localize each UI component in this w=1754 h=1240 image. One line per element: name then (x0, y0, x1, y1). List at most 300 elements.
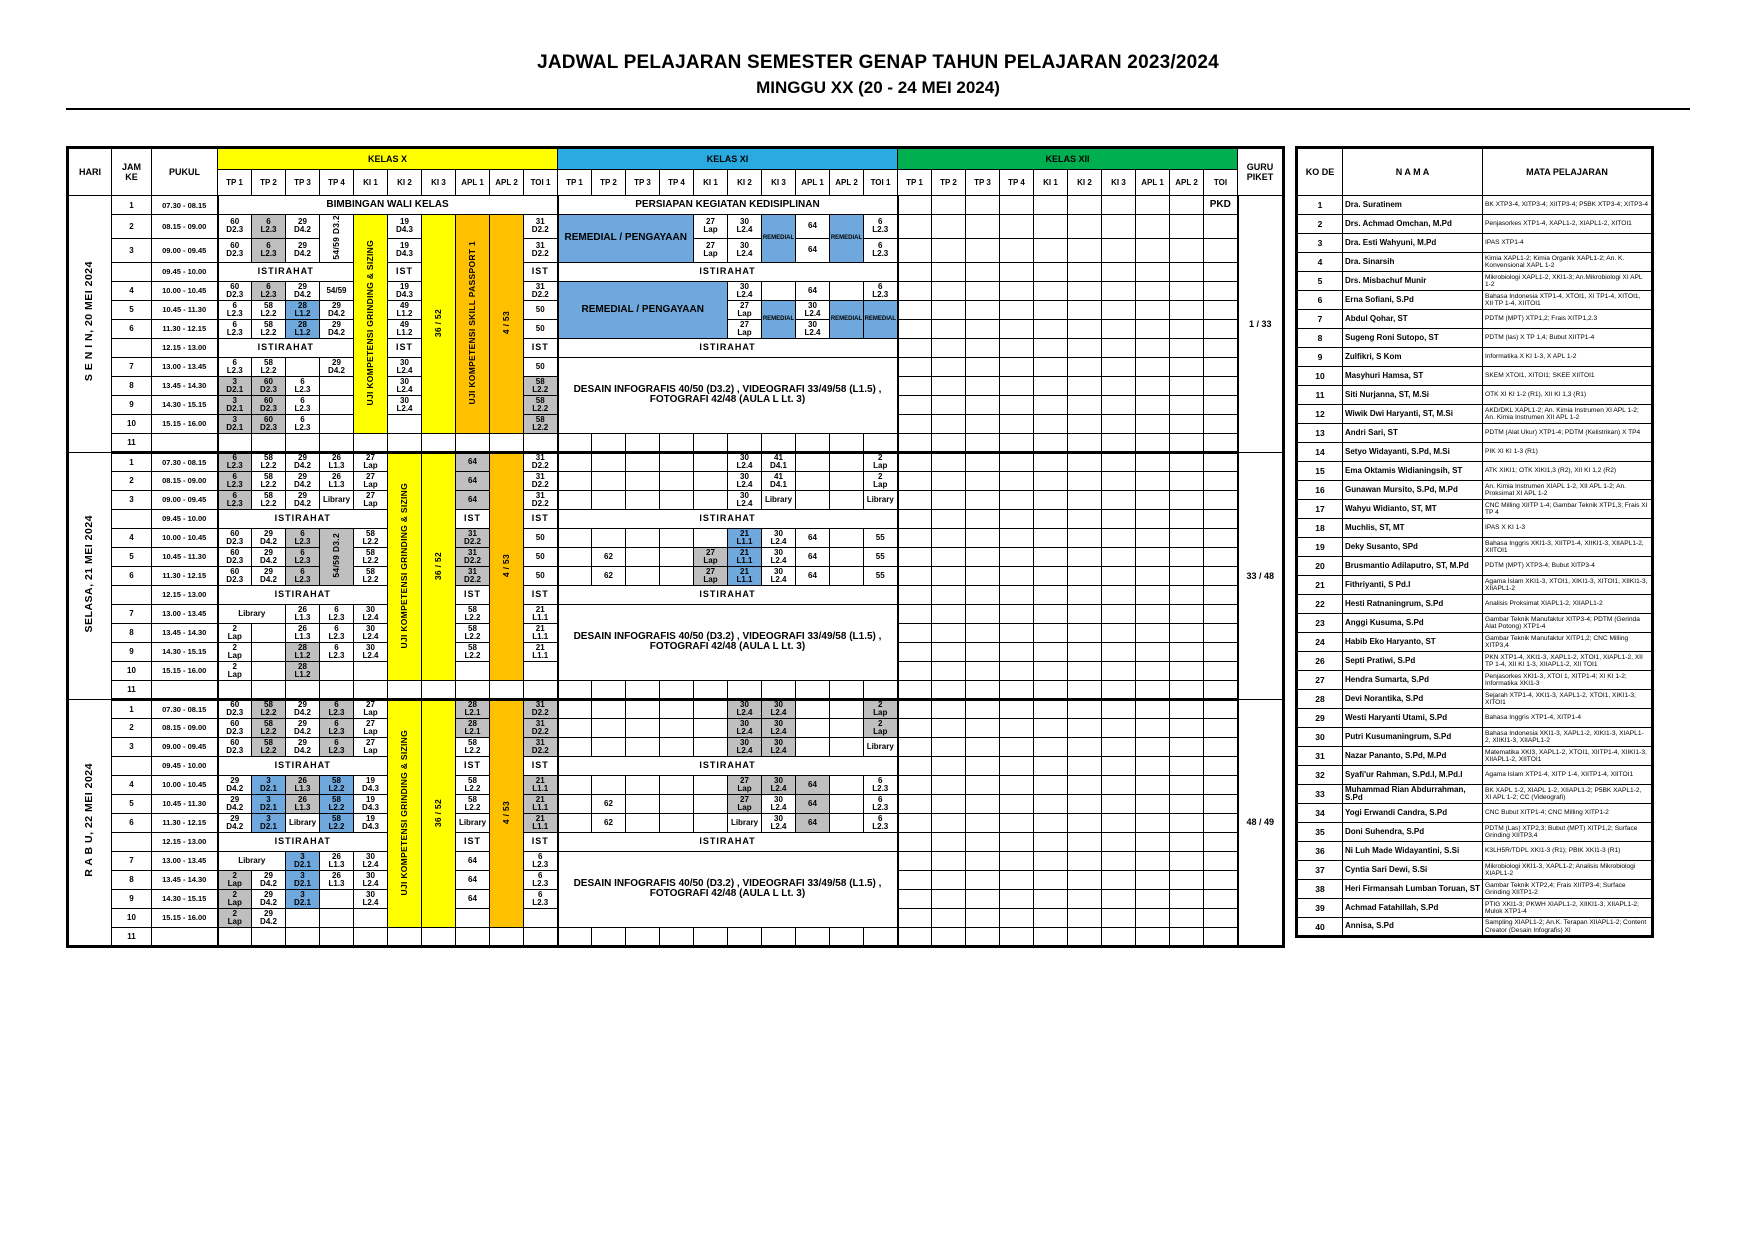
schedule-cell (1102, 889, 1136, 908)
schedule-cell: 2 Lap (864, 471, 898, 490)
schedule-cell (1136, 756, 1170, 775)
schedule-cell (354, 680, 388, 699)
schedule-cell (1204, 357, 1238, 376)
schedule-cell (1000, 414, 1034, 433)
day-name (68, 699, 112, 946)
schedule-cell: 58 L2.2 (456, 642, 490, 661)
schedule-cell (1034, 262, 1068, 281)
schedule-cell: 29 D4.2 (252, 908, 286, 927)
pukul-cell: 10.00 - 10.45 (152, 775, 218, 794)
schedule-cell (932, 238, 966, 262)
schedule-cell (388, 680, 422, 699)
schedule-cell: 6 L2.3 (252, 281, 286, 300)
schedule-cell (898, 775, 932, 794)
teacher-subjects: PDTM (MPT) XTP3-4; Bubut XITP3-4 (1483, 557, 1653, 576)
schedule-cell (830, 927, 864, 946)
schedule-cell (1034, 889, 1068, 908)
schedule-cell (1068, 452, 1102, 471)
schedule-cell (966, 680, 1000, 699)
header-col: TOI 1 (864, 170, 898, 196)
schedule-cell: Library (456, 813, 490, 832)
schedule-cell: 64 (796, 215, 830, 239)
schedule-cell (422, 680, 456, 699)
teacher-name: Putri Kusumaningrum, S.Pd (1343, 728, 1483, 747)
header-col: APL 2 (1170, 170, 1204, 196)
schedule-cell: 64 (456, 471, 490, 490)
teacher-name: Drs. Achmad Omchan, M.Pd (1343, 215, 1483, 234)
schedule-cell (1034, 661, 1068, 680)
teacher-code: 24 (1297, 633, 1343, 652)
schedule-cell (796, 718, 830, 737)
header-col: KI 2 (728, 170, 762, 196)
teacher-name: Dra. Esti Wahyuni, M.Pd (1343, 234, 1483, 253)
schedule-cell: 60 D2.3 (218, 528, 252, 547)
schedule-cell (558, 718, 592, 737)
schedule-cell: 27 Lap (354, 737, 388, 756)
schedule-cell (898, 699, 932, 718)
schedule-cell (1102, 452, 1136, 471)
schedule-cell (354, 433, 388, 452)
header-col: TP 4 (1000, 170, 1034, 196)
schedule-cell (1102, 395, 1136, 414)
schedule-cell (966, 300, 1000, 319)
pukul-cell: 08.15 - 09.00 (152, 718, 218, 737)
schedule-cell (1170, 471, 1204, 490)
schedule-cell (1000, 338, 1034, 357)
schedule-cell: 21 L1.1 (524, 794, 558, 813)
schedule-cell: REMEDIAL (762, 300, 796, 338)
schedule-cell: 58 L2.2 (252, 471, 286, 490)
schedule-cell: 30 L2.4 (728, 471, 762, 490)
teacher-subjects: Kimia XAPL1-2; Kimia Organik XAPL1-2; An. K. Konvensional XAPL 1-2 (1483, 253, 1653, 272)
jam-ke-cell: 9 (112, 395, 152, 414)
schedule-cell (1034, 300, 1068, 319)
schedule-cell (558, 490, 592, 509)
schedule-cell (932, 509, 966, 528)
schedule-cell: 6 L2.3 (864, 215, 898, 239)
schedule-cell (1204, 281, 1238, 300)
schedule-cell: 3 D2.1 (286, 870, 320, 889)
schedule-cell (762, 433, 796, 452)
schedule-cell (1170, 196, 1204, 215)
schedule-cell (1136, 623, 1170, 642)
teacher-name: Wahyu Widianto, ST, MT (1343, 500, 1483, 519)
schedule-cell (1000, 623, 1034, 642)
header-col: TP 4 (660, 170, 694, 196)
schedule-cell (966, 319, 1000, 338)
teacher-subjects: Sejarah XTP1-4, XKI1-3, XAPL1-2, XTOI1, XIKI1-3, XITOI1 (1483, 690, 1653, 709)
schedule-cell: 6 L2.3 (218, 319, 252, 338)
schedule-cell (932, 756, 966, 775)
schedule-cell (898, 376, 932, 395)
schedule-cell: 60 D2.3 (218, 281, 252, 300)
schedule-cell (1000, 319, 1034, 338)
schedule-cell: 6 L2.3 (524, 889, 558, 908)
schedule-cell (354, 215, 388, 434)
schedule-cell (1034, 376, 1068, 395)
schedule-cell (626, 775, 660, 794)
schedule-cell (1068, 357, 1102, 376)
schedule-cell (932, 452, 966, 471)
schedule-cell (966, 699, 1000, 718)
schedule-cell (558, 794, 592, 813)
schedule-cell (932, 870, 966, 889)
pukul-cell: 10.00 - 10.45 (152, 281, 218, 300)
schedule-cell (1034, 718, 1068, 737)
schedule-cell (898, 870, 932, 889)
header-col: TP 1 (218, 170, 252, 196)
schedule-cell (830, 775, 864, 794)
pukul-cell: 13.45 - 14.30 (152, 623, 218, 642)
schedule-cell (1034, 851, 1068, 870)
schedule-cell: 58 L2.2 (320, 813, 354, 832)
schedule-cell (932, 623, 966, 642)
schedule-cell (1204, 813, 1238, 832)
schedule-cell (932, 490, 966, 509)
schedule-cell (1068, 376, 1102, 395)
schedule-cell (1170, 794, 1204, 813)
schedule-cell (286, 908, 320, 927)
jam-ke-cell: 2 (112, 718, 152, 737)
schedule-cell (422, 927, 456, 946)
schedule-cell (1102, 490, 1136, 509)
schedule-cell: 29 D4.2 (320, 357, 354, 376)
teacher-row (1297, 918, 1653, 937)
schedule-cell: 64 (796, 775, 830, 794)
schedule-cell: 27 Lap (694, 547, 728, 566)
teacher-code: 10 (1297, 367, 1343, 386)
schedule-cell: Library (286, 813, 320, 832)
pukul-cell: 13.00 - 13.45 (152, 851, 218, 870)
schedule-cell (320, 215, 354, 263)
teacher-name: Dra. Suratinem (1343, 196, 1483, 215)
schedule-cell (388, 433, 422, 452)
teacher-row (1297, 386, 1653, 405)
schedule-cell (1170, 509, 1204, 528)
schedule-cell (1000, 509, 1034, 528)
schedule-cell (660, 718, 694, 737)
teacher-subjects: CNC Bubut XITP1-4; CNC Milling XITP1-2 (1483, 804, 1653, 823)
pukul-cell: 09.45 - 10.00 (152, 262, 218, 281)
pukul-cell: 08.15 - 09.00 (152, 215, 218, 239)
schedule-cell: 21 L1.1 (728, 547, 762, 566)
schedule-cell (1000, 471, 1034, 490)
teacher-row (1297, 709, 1653, 728)
schedule-cell (1034, 395, 1068, 414)
schedule-cell: 30 L2.4 (728, 238, 762, 262)
schedule-cell: 6 L2.3 (286, 528, 320, 547)
teacher-row (1297, 348, 1653, 367)
schedule-cell (898, 196, 932, 215)
schedule-cell: 30 L2.4 (728, 215, 762, 239)
schedule-cell (1170, 604, 1204, 623)
schedule-cell (1068, 813, 1102, 832)
schedule-cell (898, 547, 932, 566)
schedule-cell (966, 604, 1000, 623)
schedule-cell (1068, 215, 1102, 239)
teacher-code: 15 (1297, 462, 1343, 481)
schedule-cell: 62 (592, 813, 626, 832)
schedule-cell (1000, 851, 1034, 870)
schedule-cell: Library (218, 851, 286, 870)
schedule-cell (490, 452, 524, 680)
schedule-cell (1136, 794, 1170, 813)
schedule-cell: ISTIRAHAT (558, 509, 898, 528)
schedule-cell: 29 D4.2 (286, 452, 320, 471)
schedule-cell (966, 642, 1000, 661)
header-group-kelas-xi: KELAS XI (558, 148, 898, 170)
schedule-cell (898, 604, 932, 623)
schedule-cell: 60 D2.3 (218, 215, 252, 239)
teacher-code: 13 (1297, 424, 1343, 443)
pukul-cell: 11.30 - 12.15 (152, 566, 218, 585)
schedule-cell (898, 680, 932, 699)
schedule-cell: 27 Lap (354, 471, 388, 490)
schedule-cell (932, 794, 966, 813)
teacher-code: 18 (1297, 519, 1343, 538)
schedule-cell (1204, 395, 1238, 414)
schedule-cell (966, 528, 1000, 547)
teacher-row (1297, 614, 1653, 633)
schedule-cell (1034, 414, 1068, 433)
schedule-cell: 31 D2.2 (524, 490, 558, 509)
schedule-cell (1102, 623, 1136, 642)
teacher-subjects: Mikrobiologi XAPL1-2, XKI1-3; An.Mikrobiologi XI APL 1-2 (1483, 272, 1653, 291)
schedule-cell (1034, 813, 1068, 832)
jam-ke-cell: 8 (112, 870, 152, 889)
schedule-cell (728, 927, 762, 946)
schedule-cell (1000, 794, 1034, 813)
schedule-cell (1000, 775, 1034, 794)
teacher-subjects: PKN XTP1-4, XKI1-3, XAPL1-2, XTOI1, XIAPL1-2, XII TP 1-4, XII KI 1-3, XIIAPL1-2, XII TOI1 (1483, 652, 1653, 671)
teacher-row (1297, 652, 1653, 671)
schedule-cell (218, 680, 252, 699)
teacher-subjects: IPAS XTP1-4 (1483, 234, 1653, 253)
schedule-cell (1136, 547, 1170, 566)
teacher-row (1297, 481, 1653, 500)
schedule-cell (1136, 471, 1170, 490)
schedule-cell (1170, 585, 1204, 604)
jam-ke-cell: 3 (112, 238, 152, 262)
schedule-cell (966, 238, 1000, 262)
schedule-cell (1204, 414, 1238, 433)
schedule-cell: 58 L2.2 (252, 718, 286, 737)
schedule-cell (524, 680, 558, 699)
schedule-cell (1000, 196, 1034, 215)
schedule-cell (524, 927, 558, 946)
schedule-cell (966, 452, 1000, 471)
jam-ke-cell: 5 (112, 547, 152, 566)
pukul-cell: 07.30 - 08.15 (152, 196, 218, 215)
schedule-cell: 6 L2.3 (252, 238, 286, 262)
schedule-cell (1136, 585, 1170, 604)
jam-ke-cell: 9 (112, 642, 152, 661)
schedule-cell: 30 L2.4 (762, 699, 796, 718)
schedule-cell: 58 L2.2 (524, 414, 558, 433)
schedule-cell (966, 775, 1000, 794)
schedule-cell (1136, 338, 1170, 357)
schedule-cell: 60 D2.3 (218, 718, 252, 737)
jam-ke-cell: 1 (112, 452, 152, 471)
pukul-cell: 07.30 - 08.15 (152, 452, 218, 471)
schedule-cell (932, 680, 966, 699)
schedule-cell: 58 L2.2 (354, 528, 388, 547)
schedule-cell (1034, 281, 1068, 300)
schedule-cell: 21 L1.1 (524, 775, 558, 794)
schedule-cell (932, 357, 966, 376)
schedule-cell (1034, 604, 1068, 623)
schedule-cell: 6 L2.3 (218, 490, 252, 509)
teacher-name: Setyo Widayanti, S.Pd, M.Si (1343, 443, 1483, 462)
schedule-cell: 26 L1.3 (320, 870, 354, 889)
jam-ke-cell: 7 (112, 604, 152, 623)
schedule-cell (1102, 737, 1136, 756)
schedule-cell: 21 L1.1 (524, 642, 558, 661)
schedule-cell (1102, 775, 1136, 794)
schedule-cell (1034, 433, 1068, 452)
schedule-cell: 31 D2.2 (524, 452, 558, 471)
schedule-cell: 31 D2.2 (524, 238, 558, 262)
schedule-cell (1102, 699, 1136, 718)
schedule-cell (592, 490, 626, 509)
schedule-cell: 62 (592, 547, 626, 566)
schedule-cell (1068, 262, 1102, 281)
jam-ke-cell: 4 (112, 528, 152, 547)
schedule-cell (762, 927, 796, 946)
teacher-subjects: PDTM (Alat Ukur) XTP1-4; PDTM (Kelistrikan) X TP4 (1483, 424, 1653, 443)
schedule-cell (830, 794, 864, 813)
teacher-row (1297, 519, 1653, 538)
schedule-cell (830, 471, 864, 490)
schedule-cell (252, 433, 286, 452)
header-col: KI 2 (1068, 170, 1102, 196)
teacher-code: 35 (1297, 823, 1343, 842)
schedule-cell: 6 L2.3 (320, 642, 354, 661)
schedule-cell (1000, 813, 1034, 832)
schedule-cell (830, 433, 864, 452)
header-mapel: MATA PELAJARAN (1483, 148, 1653, 196)
schedule-cell (592, 699, 626, 718)
pukul-cell: 15.15 - 16.00 (152, 661, 218, 680)
schedule-cell (830, 566, 864, 585)
teacher-code: 40 (1297, 918, 1343, 937)
jam-ke-cell: 8 (112, 376, 152, 395)
teacher-subjects: Penjasorkes XTP1-4, XAPL1-2, XIAPL1-2, XITOI1 (1483, 215, 1653, 234)
schedule-cell (252, 623, 286, 642)
schedule-cell: 3 D2.1 (218, 395, 252, 414)
vertical-text: 54/59 D3.2 (331, 215, 342, 260)
schedule-cell (456, 661, 490, 680)
schedule-cell (1000, 680, 1034, 699)
schedule-cell (1136, 680, 1170, 699)
schedule-cell: 49 L1.2 (388, 319, 422, 338)
schedule-cell (966, 718, 1000, 737)
schedule-cell (660, 680, 694, 699)
schedule-cell (932, 528, 966, 547)
teacher-name: Hesti Ratnaningrum, S.Pd (1343, 595, 1483, 614)
schedule-cell (830, 452, 864, 471)
schedule-cell (898, 281, 932, 300)
schedule-cell (1102, 756, 1136, 775)
teacher-subjects: Sampling XIAPL1-2; An.K. Terapan XIIAPL1-2; Content Creator (Desain Infografis) XI (1483, 918, 1653, 937)
schedule-cell: 31 D2.2 (456, 566, 490, 585)
schedule-cell (1204, 832, 1238, 851)
schedule-cell (796, 737, 830, 756)
schedule-table (66, 146, 1285, 948)
schedule-cell: 27 Lap (728, 319, 762, 338)
teacher-row (1297, 443, 1653, 462)
schedule-cell: 6 L2.3 (286, 566, 320, 585)
schedule-cell (1034, 908, 1068, 927)
schedule-cell: 58 L2.2 (320, 794, 354, 813)
teacher-row (1297, 291, 1653, 310)
schedule-cell: 27 Lap (354, 718, 388, 737)
schedule-cell: 30 L2.4 (762, 813, 796, 832)
schedule-cell (932, 699, 966, 718)
schedule-cell: IST (524, 756, 558, 775)
schedule-cell (660, 927, 694, 946)
schedule-cell (694, 775, 728, 794)
day-name (68, 196, 112, 453)
teacher-code: 27 (1297, 671, 1343, 690)
schedule-cell (558, 528, 592, 547)
schedule-cell: 55 (864, 547, 898, 566)
schedule-cell (286, 433, 320, 452)
teacher-code: 30 (1297, 728, 1343, 747)
teacher-name: Nazar Pananto, S.Pd, M.Pd (1343, 747, 1483, 766)
schedule-cell: 2 Lap (218, 870, 252, 889)
schedule-cell: 62 (592, 794, 626, 813)
schedule-cell (1034, 357, 1068, 376)
header-hari: HARI (68, 148, 112, 196)
schedule-cell (898, 927, 932, 946)
schedule-cell: IST (524, 509, 558, 528)
schedule-cell (1034, 196, 1068, 215)
schedule-cell: 19 D4.3 (354, 813, 388, 832)
schedule-cell (1102, 300, 1136, 319)
teacher-row (1297, 367, 1653, 386)
schedule-cell (1068, 927, 1102, 946)
schedule-cell (626, 927, 660, 946)
jam-ke-cell: 3 (112, 737, 152, 756)
schedule-cell (626, 813, 660, 832)
schedule-cell: IST (524, 585, 558, 604)
schedule-cell: Library (320, 490, 354, 509)
schedule-cell (932, 585, 966, 604)
schedule-cell: 29 D4.2 (252, 566, 286, 585)
schedule-cell: 58 L2.2 (456, 623, 490, 642)
teacher-subjects: BK XAPL 1-2, XIAPL 1-2, XIIAPL1-2; P5BK XAPL1-2, XI APL 1-2; CC (Videografi) (1483, 785, 1653, 804)
teacher-name: Muhammad Rian Abdurrahman, S.Pd (1343, 785, 1483, 804)
jam-ke-cell: 6 (112, 813, 152, 832)
teacher-code: 21 (1297, 576, 1343, 595)
teacher-name: Ni Luh Made Widayantini, S.Si (1343, 842, 1483, 861)
page-title: JADWAL PELAJARAN SEMESTER GENAP TAHUN PELAJARAN 2023/2024 (537, 52, 1219, 73)
schedule-cell (1000, 642, 1034, 661)
schedule-cell: 6 L2.3 (320, 718, 354, 737)
schedule-cell (932, 908, 966, 927)
schedule-cell (898, 395, 932, 414)
jam-ke-cell: 7 (112, 851, 152, 870)
schedule-cell: 6 L2.3 (524, 851, 558, 870)
pukul-cell: 12.15 - 13.00 (152, 338, 218, 357)
pukul-cell: 09.00 - 09.45 (152, 238, 218, 262)
schedule-cell (320, 908, 354, 927)
schedule-cell: 30 L2.4 (354, 604, 388, 623)
schedule-cell (1170, 215, 1204, 239)
schedule-cell (1170, 661, 1204, 680)
schedule-cell (422, 699, 456, 927)
